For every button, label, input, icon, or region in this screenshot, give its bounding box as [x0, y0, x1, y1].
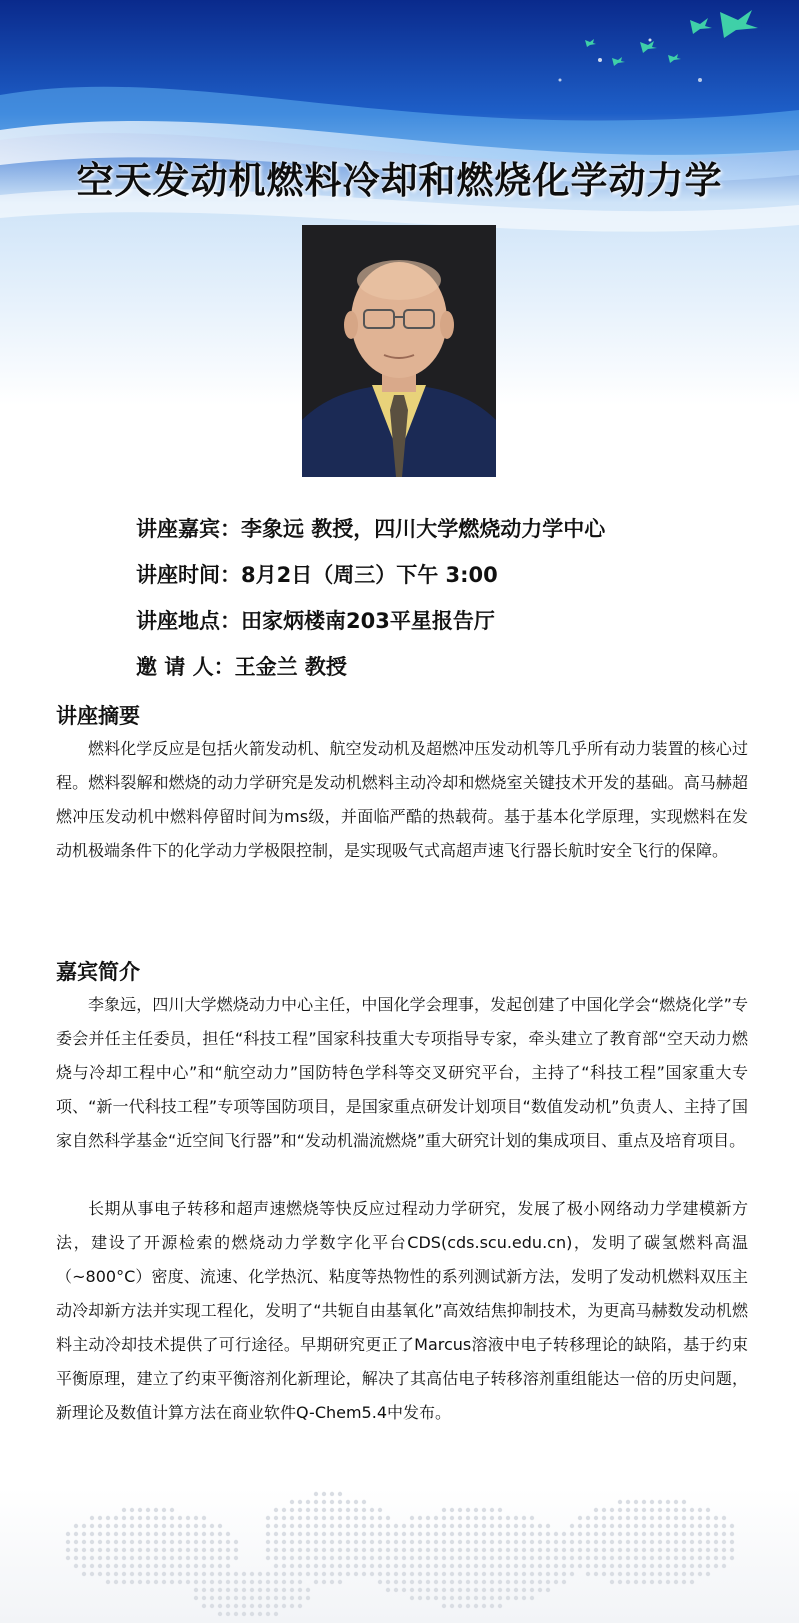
speaker-photo: [302, 225, 496, 477]
page-title: 空天发动机燃料冷却和燃烧化学动力学: [76, 159, 723, 202]
bio-heading: 嘉宾简介: [56, 960, 140, 984]
host-row: [136, 644, 605, 690]
speaker-value: 李象远 教授，四川大学燃烧动力学中心: [241, 517, 606, 541]
time-label: 讲座时间：: [136, 563, 241, 587]
time-row: [136, 552, 605, 598]
abstract-heading: 讲座摘要: [56, 704, 140, 728]
place-row: [136, 598, 605, 644]
speaker-row: [136, 506, 605, 552]
place-label: 讲座地点：: [136, 609, 241, 633]
host-value: 王金兰 教授: [234, 655, 347, 679]
lecture-info: [136, 506, 605, 690]
bio-paragraph-2: 长期从事电子转移和超声速燃烧等快反应过程动力学研究，发展了极小网络动力学建模新方法，建设了开源检索的燃烧动力学数字化平台CDS(cds.scu.edu.cn)，发明了碳氢燃料高温（~800°C）密度、流速、化学热沉、粘度等热物性的系列测试新方法，发明了发动机燃料双压主动冷却新方法并实现工程化，发明了“共轭自由基氧化”高效结焦抑制技术，为更高马赫数发动机燃料主动冷却技术提供了可行途径。早期研究更正了Marcus溶液中电子转移理论的缺陷，基于约束平衡原理，建立了约束平衡溶剂化新理论，解决了其高估电子转移溶剂重组能达一倍的历史问题，新理论及数值计算方法在商业软件Q-Chem5.4中发布。: [56, 1199, 748, 1422]
speaker-label: 讲座嘉宾：: [136, 517, 241, 541]
footer-world-map-decoration: [0, 1488, 799, 1623]
time-value: 8月2日（周三）下午 3:00: [241, 563, 498, 587]
place-value: 田家炳楼南203平星报告厅: [241, 609, 495, 633]
host-label: 邀 请 人：: [136, 655, 235, 679]
bio-paragraph-1: 李象远，四川大学燃烧动力中心主任，中国化学会理事，发起创建了中国化学会“燃烧化学”专委会并任主任委员，担任“科技工程”国家科技重大专项指导专家，牵头建立了教育部“空天动力燃烧与冷却工程中心”和“航空动力”国防特色学科等交叉研究平台，主持了“科技工程”国家重大专项、“新一代科技工程”专项等国防项目，是国家重点研发计划项目“数值发动机”负责人、主持了国家自然科学基金“近空间飞行器”和“发动机湍流燃烧”重大研究计划的集成项目、重点及培育项目。: [56, 995, 748, 1150]
abstract-text: 燃料化学反应是包括火箭发动机、航空发动机及超燃冲压发动机等几乎所有动力装置的核心过程。燃料裂解和燃烧的动力学研究是发动机燃料主动冷却和燃烧室关键技术开发的基础。高马赫超燃冲压发动机中燃料停留时间为ms级，并面临严酷的热载荷。基于基本化学原理，实现燃料在发动机极端条件下的化学动力学极限控制，是实现吸气式高超声速飞行器长航时安全飞行的保障。: [56, 739, 748, 860]
